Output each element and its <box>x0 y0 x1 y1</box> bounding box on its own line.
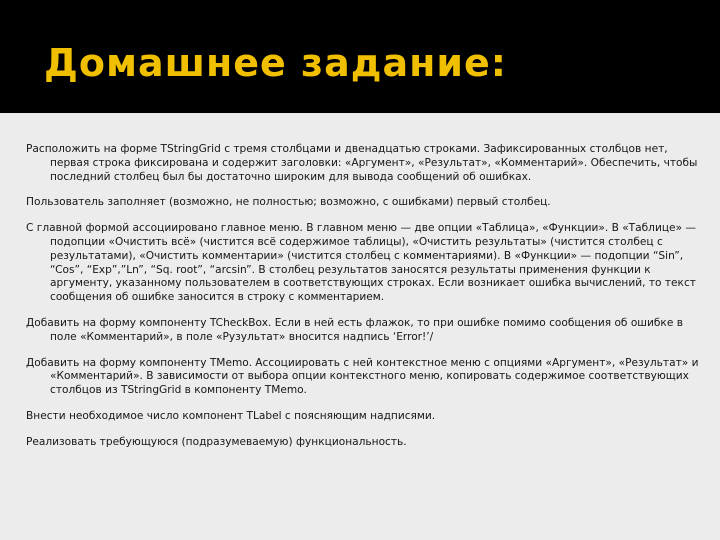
paragraph-user-input: Пользователь заполняет (возможно, не полностью; возможно, с ошибками) первый столбец. <box>26 196 551 209</box>
paragraph-task-stringgrid: Расположить на форме TStringGrid с тремя столбцами и двенадцатью строками. Зафиксированных столбцов нет, первая строка фиксирована и содержит заголовки: «Аргумент», «Результат», «Комментарий». Обеспечить, чтобы последний столбец был бы достаточно широким для вывода сообщений об ошибках. <box>26 143 698 183</box>
paragraph-memo: Добавить на форму компоненту TMemo. Ассоциировать с ней контекстное меню с опциями «Аргумент», «Результат» и «Комментарий». В зависимости от выбора опции контекстного меню, копировать содержимое соответствующих столбцов из TStringGrid в компоненту TMemo. <box>26 356 699 397</box>
paragraph-labels: Внести необходимое число компонент TLabel с поясняющим надписями. <box>26 409 436 422</box>
paragraph-checkbox: Добавить на форму компоненту TCheckBox. Если в ней есть флажок, то при ошибке помимо сообщения об ошибке в поле «Комментарий», в поле «Рузультат» вносится надпись ‘Error!’/ <box>26 316 683 343</box>
paragraph-functionality: Реализовать требующуюся (подразумеваемую) функциональность. <box>26 435 407 448</box>
paragraph-main-menu: С главной формой ассоциировано главное меню. В главном меню — две опции «Таблица», «Функции». В «Таблице» — подопции «Очистить всё» (чистится всё содержимое таблицы), «Очистить результаты» (чистится столбец с результатами), «Очистить комментарии» (чистится столбец с комментариями). В «Функции» — подопции “Sin”, “Cos”, “Exp”,”Ln”, “Sq. root”, “arcsin”. В столбец результатов заносятся результаты применения функции к аргументу, указанному пользователем в соответствующих строках. Если возникает ошибка вычислений, то текст сообщения об ошибке заносится в строку с комментарием. <box>26 222 697 304</box>
slide-body <box>26 143 702 462</box>
slide-title: Домашнее задание: <box>44 41 507 85</box>
title-bar <box>0 0 720 113</box>
